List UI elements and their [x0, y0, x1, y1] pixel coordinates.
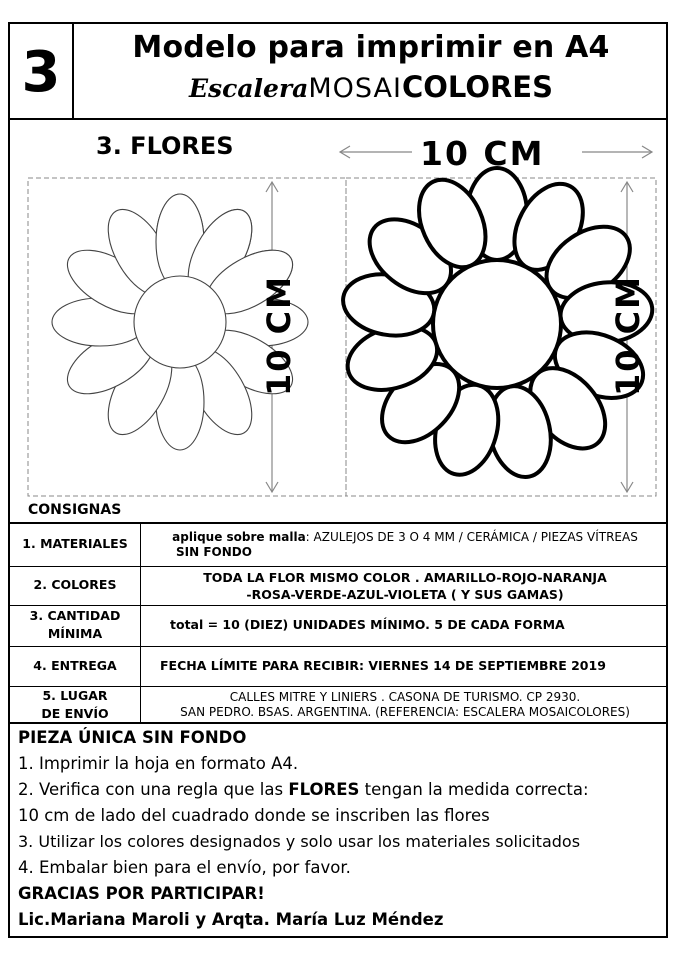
table-row-rule	[8, 566, 668, 567]
instruction-step-2	[18, 780, 589, 799]
flower-outline-bold	[338, 168, 655, 483]
section-title: 3. FLORES	[96, 132, 234, 160]
lugar-label-line2: DE ENVÍO	[41, 706, 109, 721]
row-value-materiales	[142, 530, 668, 560]
lugar-line2: SAN PEDRO. BSAS. ARGENTINA. (REFERENCIA: ESCALERA MOSAICOLORES)	[180, 705, 630, 719]
row-label-colores: 2. COLORES	[33, 577, 117, 592]
row-label-entrega: 4. ENTREGA	[33, 658, 117, 673]
subtitle-mosai: MOSAI	[308, 73, 402, 104]
instruction-step-4: 4. Embalar bien para el envío, por favor.	[18, 858, 351, 877]
dimension-vertical-label-left: 10 CM	[260, 275, 298, 396]
table-row-rule	[8, 605, 668, 606]
materiales-line2: SIN FONDO	[176, 545, 252, 559]
thanks-text: GRACIAS POR PARTICIPAR!	[18, 884, 265, 903]
row-value-cantidad: total = 10 (DIEZ) UNIDADES MÍNIMO. 5 DE CADA FORMA	[170, 617, 565, 632]
authors-text: Lic.Mariana Maroli y Arqta. María Luz Méndez	[18, 910, 444, 929]
materiales-bold: aplique sobre malla	[172, 530, 306, 544]
step2-text-a: 2. Verifica con una regla que las	[18, 780, 289, 799]
subtitle-escalera: Escalera	[188, 74, 309, 103]
sheet-number: 3	[21, 39, 61, 105]
header-number-divider	[72, 22, 74, 118]
row-label-materiales: 1. MATERIALES	[22, 536, 128, 551]
colores-line1: TODA LA FLOR MISMO COLOR . AMARILLO-ROJO-NARANJA	[203, 570, 607, 585]
materiales-line1: : AZULEJOS DE 3 O 4 MM / CERÁMICA / PIEZAS VÍTREAS	[305, 530, 638, 544]
step2-text-c: tengan la medida correcta:	[359, 780, 589, 799]
lugar-label-line1: 5. LUGAR	[42, 688, 108, 703]
table-column-divider	[140, 522, 141, 722]
table-top-rule	[8, 522, 668, 524]
lugar-line1: CALLES MITRE Y LINIERS . CASONA DE TURISMO. CP 2930.	[229, 690, 581, 704]
row-value-lugar	[142, 690, 668, 720]
instruction-step-1: 1. Imprimir la hoja en formato A4.	[18, 754, 299, 773]
row-label-lugar	[10, 687, 140, 723]
page-subtitle	[76, 70, 666, 104]
instruction-step-2-line2: 10 cm de lado del cuadrado donde se inscriben las flores	[18, 806, 490, 825]
dimension-horizontal-label: 10 CM	[420, 134, 545, 173]
cantidad-label-line2: MÍNIMA	[47, 626, 103, 641]
cantidad-label-line1: 3. CANTIDAD	[29, 608, 121, 623]
instructions-heading: PIEZA ÚNICA SIN FONDO	[18, 728, 247, 747]
flowers-drawing	[10, 120, 668, 500]
colores-line2: -ROSA-VERDE-AZUL-VIOLETA ( Y SUS GAMAS)	[246, 587, 564, 602]
row-value-entrega: FECHA LÍMITE PARA RECIBIR: VIERNES 14 DE SEPTIEMBRE 2019	[160, 658, 606, 673]
row-value-colores	[142, 569, 668, 603]
row-label-cantidad	[10, 607, 140, 643]
subtitle-colores: COLORES	[401, 70, 553, 104]
consignas-heading: CONSIGNAS	[28, 502, 122, 518]
dimension-vertical-label-right: 10 CM	[609, 275, 647, 396]
step2-text-bold: FLORES	[288, 780, 360, 799]
page-title: Modelo para imprimir en A4	[132, 30, 610, 65]
table-row-rule	[8, 646, 668, 647]
instruction-step-3: 3. Utilizar los colores designados y solo usar los materiales solicitados	[18, 832, 581, 851]
